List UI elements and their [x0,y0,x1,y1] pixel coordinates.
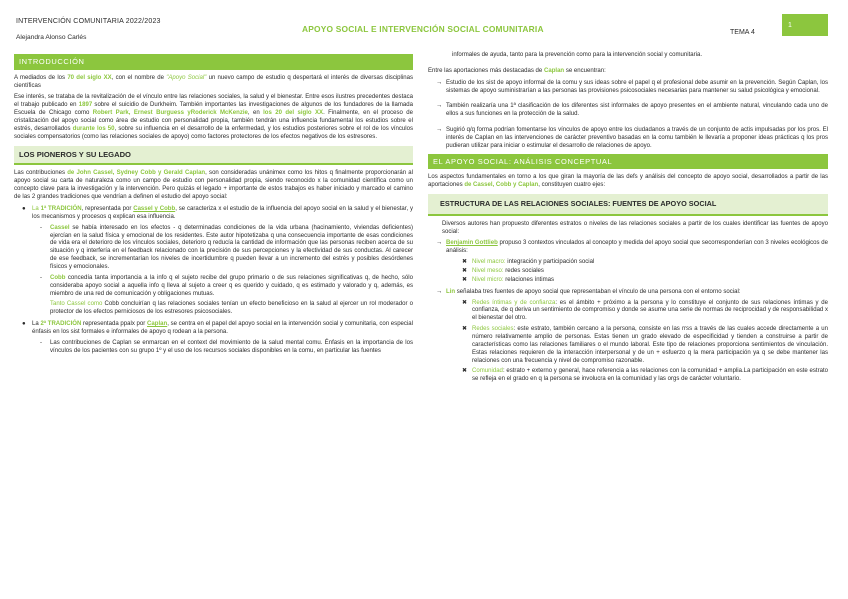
arrow-right-icon: → [436,288,443,295]
aportacion-2: → También realizaría una 1ª clasificación de los diferentes sist informales de apoyo presentes en el ambiente natural, vinculando cada uno de ellos a sus funciones en la protección de la salud. [436,103,828,118]
intro-paragraph-1: A mediados de los 70 del siglo XX, con el nombre de "Apoyo Social" un nuevo campo de estudio q despertará el interés de diversas disciplinas científicas [14,74,413,89]
caplan-item: - Las contribuciones de Caplan se enmarcan en el context del movimiento de la salud mental comu. Énfasis en la importancia de los vínculos de los pacientes con su grupo 1º y el uso de los recursos sociales disponibles en la comu, en particular las fuentes [40,339,413,354]
author-name: Alejandra Alonso Carlés [16,34,87,41]
right-column [428,52,828,387]
document-title: APOYO SOCIAL E INTERVENCIÓN SOCIAL COMUNITARIA [302,24,544,34]
redes-sociales-item: ✖ Redes sociales: este estrato, también cercano a la persona, consiste en las rrss a través de las cuales accede directamente a un número relativamente amplio de personas. Estas tienen un grado elevado de especificidad y tienden a construirse a partir de características como las relaciones familiares o el mundo laboral. Este tipo de relaciones proporciona sentimientos de vinculación. Estas relaciones requieren de la interacción interpersonal y de un + esfuerzo q la mera participación ya q se debe mantener las relaciones con una frecuencia y nivel de compromiso razonable. [462,326,828,364]
lin-item: → Lin señalaba tres fuentes de apoyo social que representaban el vínculo de una persona con el entorno social: [436,288,741,295]
bullet-dot-icon: ● [22,321,26,328]
dash-icon: - [40,224,43,231]
course-label: INTERVENCIÓN COMUNITARIA 2022/2023 [16,18,161,25]
cross-bullet-icon: ✖ [462,276,468,283]
tema-label: TEMA 4 [730,29,755,36]
estructura-heading: ESTRUCTURA DE LAS RELACIONES SOCIALES: FUENTES DE APOYO SOCIAL [428,194,828,215]
page-number: 1 [788,22,792,29]
continued-text: informales de ayuda, tanto para la prevención como para la intervención social y comunitaria. [452,52,703,58]
page-header [0,0,848,50]
aportaciones-intro: Entre las aportaciones más destacadas de Caplan se encuentran: [428,67,606,74]
arrow-right-icon: → [436,103,443,110]
pioneros-paragraph: Las contribuciones de John Cassel, Sydney Cobb y Gerald Caplan, son consideradas unánimex como los hitos q finalmente proporcionarán al apoyo social su carta de naturaleza como un campo de estudio con personalidad propia, siendo reconocido x la comunidad científica como un concepto clave para la investigación y la intervención. Pero quizás el legado + importante de estos trabajos es haber iniciado y marcado el camino de las 2 grandes tradiciones que vendrían a definen el estudio del apoyo social: [14,170,413,201]
cross-bullet-icon: ✖ [462,326,468,333]
analisis-heading: EL APOYO SOCIAL: ANÁLISIS CONCEPTUAL [428,154,828,170]
cross-bullet-icon: ✖ [462,259,468,266]
aportacion-3: → Sugirió q/q forma podrían fomentarse los vínculos de apoyo entre los ciudadanos a través de un conjunto de actis impulsadas por los pros. El interés de Caplan en las intervenciones de carácter preventivo basadas en la comu también le llevaría a proponer ideas prácticas q los pros pudieran utilizar para iniciar o estimular el desarrollo de relaciones de apoyo. [436,127,828,149]
intro-heading: INTRODUCCIÓN [14,54,413,70]
nivel-meso-item: ✖ Nivel meso: redes sociales [462,267,544,274]
page-number-box [782,14,828,36]
pioneros-heading: LOS PIONEROS Y SU LEGADO [14,146,413,166]
redes-intimas-item: ✖ Redes íntimas y de confianza: es el ámbito + próximo a la persona y lo constituye el conjunto de sus relaciones íntimas y de confianza, de q deriva un sentimiento de compromiso y donde se asume una serie de normas de reciprocidad y de responsabilidad x el bienestar del otro. [462,299,829,322]
bullet-dot-icon: ● [22,205,26,212]
cassel-item: - Cassel se había interesado en los efectos - q determinadas condiciones de la vida urbana (hacinamiento, viviendas deficientes) ejercían en la salud física y emocional de los residentes. Este autor hipotetizaba q una consecuencia importante de esas condiciones de vida era el deterioro de los vínculos sociales, deterioro q reducía la cantidad de información que las personas reciben acerca de su situación y q interfería en el feedback relacionado con la precisión de sus percepciones y la efectividad de sus conductas. Al carecer de ese feedback, se incrementarían los niveles de incertidumbre q pueden llevar a un incremento del estrés y posibles desórdenes físicos y emocionales. [40,224,413,270]
tradicion-1-item: ● La 1ª TRADICIÓN, representada por Cassel y Cobb, se caracteriza x el estudio de la influencia del apoyo social en la salud y el bienestar, y los mecanismos y procesos q explican esa influencia. [22,205,414,220]
comunidad-item: ✖ Comunidad: estrato + externo y general, hace referencia a las relaciones con la comunidad + amplia.La participación en este estrato se refleja en el grado en q la persona se involucra en la comunidad y las orgs de carácter voluntario. [462,368,828,383]
cross-bullet-icon: ✖ [462,267,468,274]
cobb-item: - Cobb concedía tanta importancia a la info q el sujeto recibe del grupo primario o de sus relaciones significativas q, de hecho, sólo consideraba apoyo social a aquella info q lleva al sujeto a creer q es querido y cuidado, q es estimado y valorado y q, además, es miembro de una red de comunicación y obligaciones mutuas. [40,274,413,297]
aportacion-1: → Estudio de los sist de apoyo informal de la comu y sus ideas sobre el papel q el profesional debe asumir en la prevención. Según Caplan, los sistemas de apoyo suministrarían a las personas las provisiones psicosociales necesarias para mantener su salud psicológica y emocional. [436,79,828,94]
arrow-right-icon: → [436,79,443,86]
dash-icon: - [40,339,43,346]
estructura-paragraph: Diversos autores han propuesto diferentes estratos o niveles de las relaciones sociales a partir de los cuales identificar las fuentes de apoyo social: [442,220,828,235]
analisis-paragraph: Los aspectos fundamentales en torno a los que giran la mayoría de las defs y análisis del concepto de apoyo social, desarrollados a partir de las aportaciones de Cassel, Cobb y Caplan, constituyen cuatro ejes: [428,174,828,189]
gottlieb-item: → Benjamin Gottlieb propuso 3 contextos vinculados al concepto y medida del apoyo social que secorresponderían con 3 niveles ecológicos de análisis: [436,240,828,255]
arrow-right-icon: → [436,240,443,247]
arrow-right-icon: → [436,127,443,134]
cross-bullet-icon: ✖ [462,299,468,306]
nivel-macro-item: ✖ Nivel macro: integración y participación social [462,259,595,266]
intro-paragraph-2: Ese interés, se trataba de la revitalización de el vínculo entre las relaciones sociales, la salud y el bienestar. Entre esos ilustres precedentes destaca el trabajo publicado en 1897 sobre el suicidio de Durkheim. También importantes las investigaciones de algunos de los fundadores de la llamada Escuela de Chicago como Robert Park, Ernest Burguess yRoderick McKenzie, en los 20 del siglo XX. Finalmente, en el proceso de cristalización del apoyo social como área de estudio con personalidad propia, también tendrán una influencia fundamental los estudios sobre el estrés, desarrollados durante los 50, sobre su influencia en el desarrollo de la enfermedad, y los estudios posteriores sobre el rol de los vínculos sociales compensatorios (como las relaciones sociales de apoyo) como factores protectores de los efectos negativos de los estresores. [14,94,414,140]
tanto-paragraph: Tanto Cassel como Cobb concluirían q las relaciones sociales tenían un efecto beneficioso en la salud al ejercer un rol moderador o protector de los efectos perniciosos de los estresores psicosociales. [50,301,414,316]
cross-bullet-icon: ✖ [462,368,468,375]
tradicion-2-item: ● La 2ª TRADICIÓN representada ppalx por Caplan, se centra en el papel del apoyo social en la intervención social y comunitaria, con especial énfasis en los sist formales e informales de apoyo q rodean a la persona. [22,321,413,335]
dash-icon: - [40,274,43,281]
nivel-micro-item: ✖ Nivel micro: relaciones íntimas [462,276,555,283]
left-column [14,52,413,359]
